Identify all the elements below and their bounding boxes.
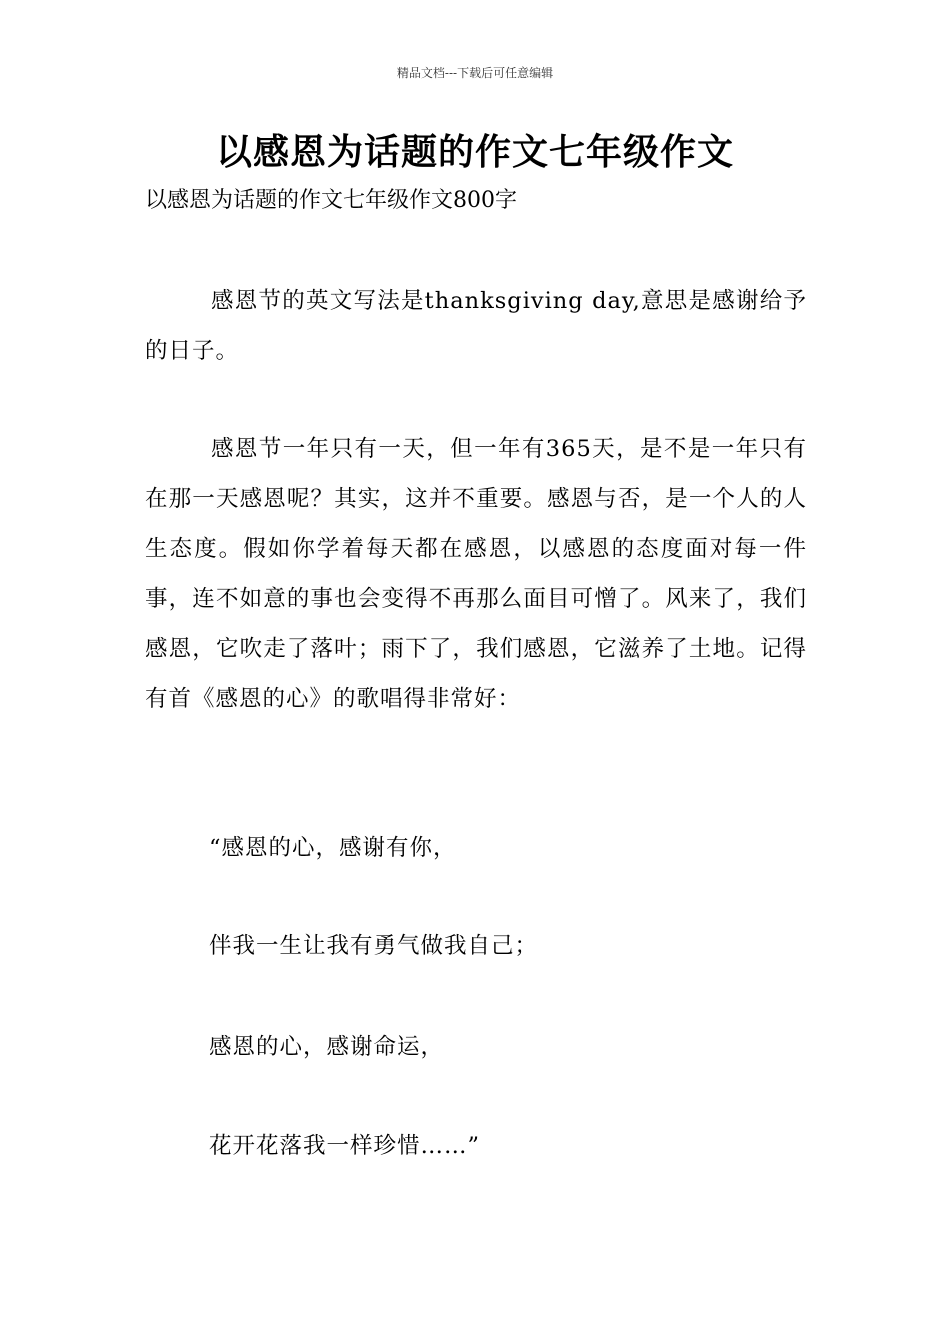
- document-subtitle: 以感恩为话题的作文七年级作文800字: [145, 188, 517, 213]
- song-lyric-line: “感恩的心，感谢有你，: [209, 835, 457, 861]
- paragraph-body: 感恩节一年只有一天，但一年有365天，是不是一年只有在那一天感恩呢？其实，这并不重要。感恩与否，是一个人的人生态度。假如你学着每天都在感恩，以感恩的态度面对每一件事，连不如意的事也会变得不再那么面目可憎了。风来了，我们感恩，它吹走了落叶；雨下了，我们感恩，它滋养了土地。记得有首《感恩的心》的歌唱得非常好：: [145, 436, 807, 712]
- header-note: 精品文档---下载后可任意编辑: [396, 66, 554, 80]
- song-lyric-line: 花开花落我一样珍惜……”: [209, 1133, 481, 1159]
- paragraph-intro: 感恩节的英文写法是thanksgiving day,意思是感谢给予的日子。: [145, 288, 807, 364]
- song-lyric-line: 感恩的心，感谢命运，: [209, 1034, 445, 1060]
- document-title: 以感恩为话题的作文七年级作文: [215, 132, 734, 173]
- song-lyric-line: 伴我一生让我有勇气做我自己；: [209, 933, 539, 959]
